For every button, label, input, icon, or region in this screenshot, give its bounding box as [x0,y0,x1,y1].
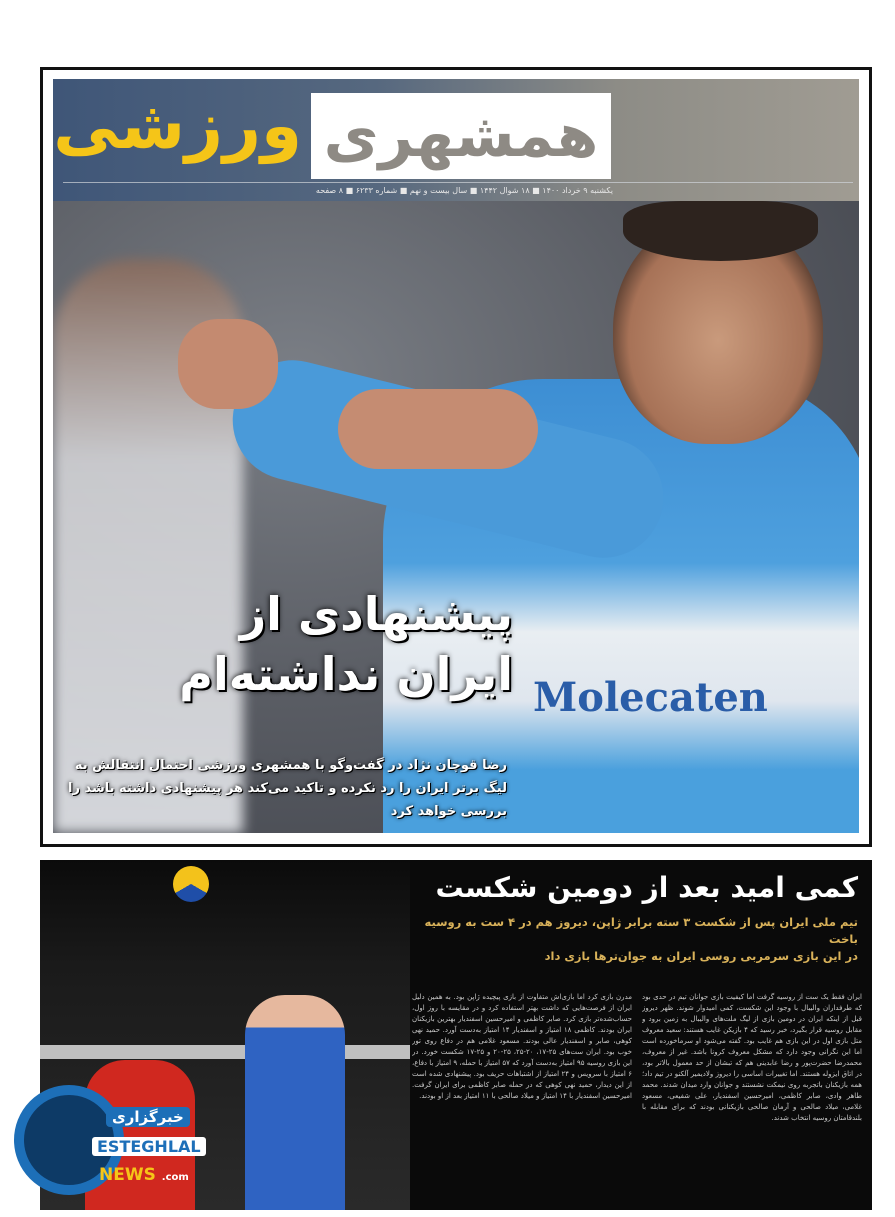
player-hair [623,201,818,261]
masthead-rule [63,182,853,183]
headline-line: ایران نداشته‌ام [179,647,513,701]
logo-accent: ورزشی [53,87,302,164]
headline-line: پیشنهادی از [239,587,513,641]
russian-player [245,995,345,1210]
masthead [53,79,859,201]
jersey-sponsor: Molecaten [533,674,768,721]
dateline: یکشنبه ۹ خرداد ۱۴۰۰ ■ ۱۸ شوال ۱۴۴۲ ■ سال بیست و نهم ■ شماره ۶۲۳۳ ■ ۸ صفحه [315,186,613,195]
net [40,1045,410,1059]
player-hand [178,319,278,409]
watermark-fa: خبرگزاری [106,1107,190,1127]
watermark-news-text: NEWS [99,1165,156,1185]
cover-headline [83,584,513,704]
subtitle-line: تیم ملی ایران پس از شکست ۳ سته برابر ژاپن، دیروز هم در ۴ ست به روسیه باخت [424,915,858,946]
story-subtitle [418,914,858,965]
cover-photo [53,79,859,833]
story-title: کمی امید بعد از دومین شکست [435,871,858,904]
watermark-com: .com [161,1172,189,1183]
volleyball-icon [173,866,209,902]
watermark-logo [14,1085,201,1205]
logo-main: همشهری [311,93,611,179]
watermark-en: ESTEGHLAL [92,1137,206,1156]
story-column: ایران فقط یک ست از روسیه گرفت اما کیفیت بازی جوانان تیم در حدی بود که طرفداران والیبال با وجود این شکست، کمی امیدوار شوند. ظهر دیروز قبل از اینکه ایران در دومین بازی از لیگ ملت‌های والیبال به زمین برود و مقابل روسیه قرار بگیرد، خبر رسید که ۴ بازیکن غایب هستند: سعید معروف متل بازی اول در این بازی هم غایب بود. گفته می‌شود او سرماخورده است اما این نگرانی وجود دارد که مشکل معروف کرونا باشد. غیر از معروف، محمدرضا حضرت‌پور و رضا عابدینی هم که تبشان از حد معمول بالاتر بود، در اتاق ایزوله هستند. اما تغییرات اساسی را دیروز ولادیمیر آلکنو در تیم داد؛ همه بازیکنان باتجربه روی نیمکت نشستند و جوانان وارد میدان شدند. محمد طاهر وادی، صابر کاظمی، امیرحسین اسفندیار، علی شفیعی، مسعود غلامی، میلاد صالحی و آرمان صالحی بازیکنانی بودند که برای مقابله با بلندقامتان روسیه انتخاب شدند. [642,993,862,1122]
watermark-news [99,1165,189,1185]
cover-frame [40,67,872,847]
subtitle-line: در این بازی سرمربی روسی ایران به جوان‌ترها بازی داد [544,949,858,963]
cover-deck: رضا قوچان نژاد در گفت‌وگو با همشهری ورزشی احتمال انتقالش به لیگ برتر ایران را رد نکرده و تاکید می‌کند هر پیشنهادی داشته باشد را بررسی خواهد کرد [68,758,507,819]
player-hand [338,389,538,469]
story-column: مدرن بازی کرد اما بازی‌اش متفاوت از بازی پیچیده ژاپن بود. به همین دلیل ایران از فرصت‌هایی که داشت بهتر استفاده کرد و در مقایسه با روز اول، حساب‌شده‌تر بازی کرد. صابر کاظمی و امیرحسین اسفندیار بهترین بازیکنان ایران بودند. کاظمی ۱۸ امتیاز و اسفندیار ۱۴ امتیاز به‌دست آورد. حمید نهی کوهی، صابر و اسفندیار عالی بودند. مسعود غلامی هم در دفاع روی تور خوب بود. ایران ست‌های ۲۵-۱۷، ۲۰-۲۵، ۲۵-۲۰ و ۲۵-۱۷ شکست خورد. در این بازی روسیه ۹۵ امتیاز به‌دست آورد که ۵۷ امتیاز با حمله، ۹ امتیاز با دفاع، ۶ امتیاز با سرویس و ۲۴ امتیاز از اشتباهات حریف بود. پیشنهادی شده است از این دیدار، حمید نهی کوهی که در حمله صابر کاظمی برای ایران گرفت. امیرحسین اسفندیار با ۱۴ امتیاز و میلاد صالحی با ۱۱ امتیاز بعد از او بودند. [412,993,632,1100]
